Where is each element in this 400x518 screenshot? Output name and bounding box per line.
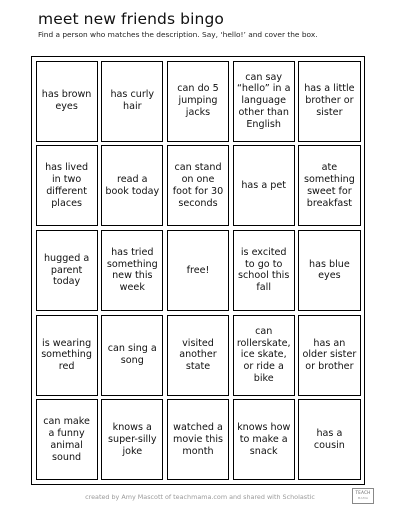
bingo-cell[interactable]: knows how to make a snack (233, 399, 295, 480)
bingo-cell[interactable]: can rollerskate, ice skate, or ride a bike (233, 315, 295, 396)
page-title: meet new friends bingo (38, 10, 224, 28)
bingo-cell[interactable]: is wearing something red (36, 315, 98, 396)
free-space-cell[interactable]: free! (167, 230, 229, 311)
bingo-cell[interactable]: can sing a song (101, 315, 163, 396)
logo-line-2: MAMA (357, 495, 369, 500)
bingo-cell[interactable]: can say “hello” in a language other than English (233, 61, 295, 142)
bingo-cell[interactable]: can do 5 jumping jacks (167, 61, 229, 142)
bingo-cell[interactable]: has curly hair (101, 61, 163, 142)
bingo-cell[interactable]: has lived in two different places (36, 145, 98, 226)
bingo-cell[interactable]: has blue eyes (298, 230, 360, 311)
bingo-cell[interactable]: can stand on one foot for 30 seconds (167, 145, 229, 226)
bingo-cell[interactable]: has brown eyes (36, 61, 98, 142)
bingo-cell[interactable]: watched a movie this month (167, 399, 229, 480)
bingo-cell[interactable]: has a pet (233, 145, 295, 226)
bingo-cell[interactable]: has tried something new this week (101, 230, 163, 311)
bingo-cell[interactable]: can make a funny animal sound (36, 399, 98, 480)
instructions: Find a person who matches the description. Say, ‘hello!’ and cover the box. (38, 30, 318, 39)
bingo-cell[interactable]: has a cousin (298, 399, 360, 480)
credit-line: created by Amy Mascott of teachmama.com and shared with Scholastic (85, 493, 315, 501)
bingo-cell[interactable]: has a little brother or sister (298, 61, 360, 142)
bingo-cell[interactable]: has an older sister or brother (298, 315, 360, 396)
bingo-board (31, 56, 365, 485)
bingo-cell[interactable]: knows a super-silly joke (101, 399, 163, 480)
bingo-cell[interactable]: is excited to go to school this fall (233, 230, 295, 311)
bingo-cell[interactable]: read a book today (101, 145, 163, 226)
teachmama-logo (352, 488, 374, 504)
bingo-cell[interactable]: hugged a parent today (36, 230, 98, 311)
logo-line-1: TEACH (355, 490, 371, 495)
bingo-cell[interactable]: ate something sweet for breakfast (298, 145, 360, 226)
bingo-cell[interactable]: visited another state (167, 315, 229, 396)
